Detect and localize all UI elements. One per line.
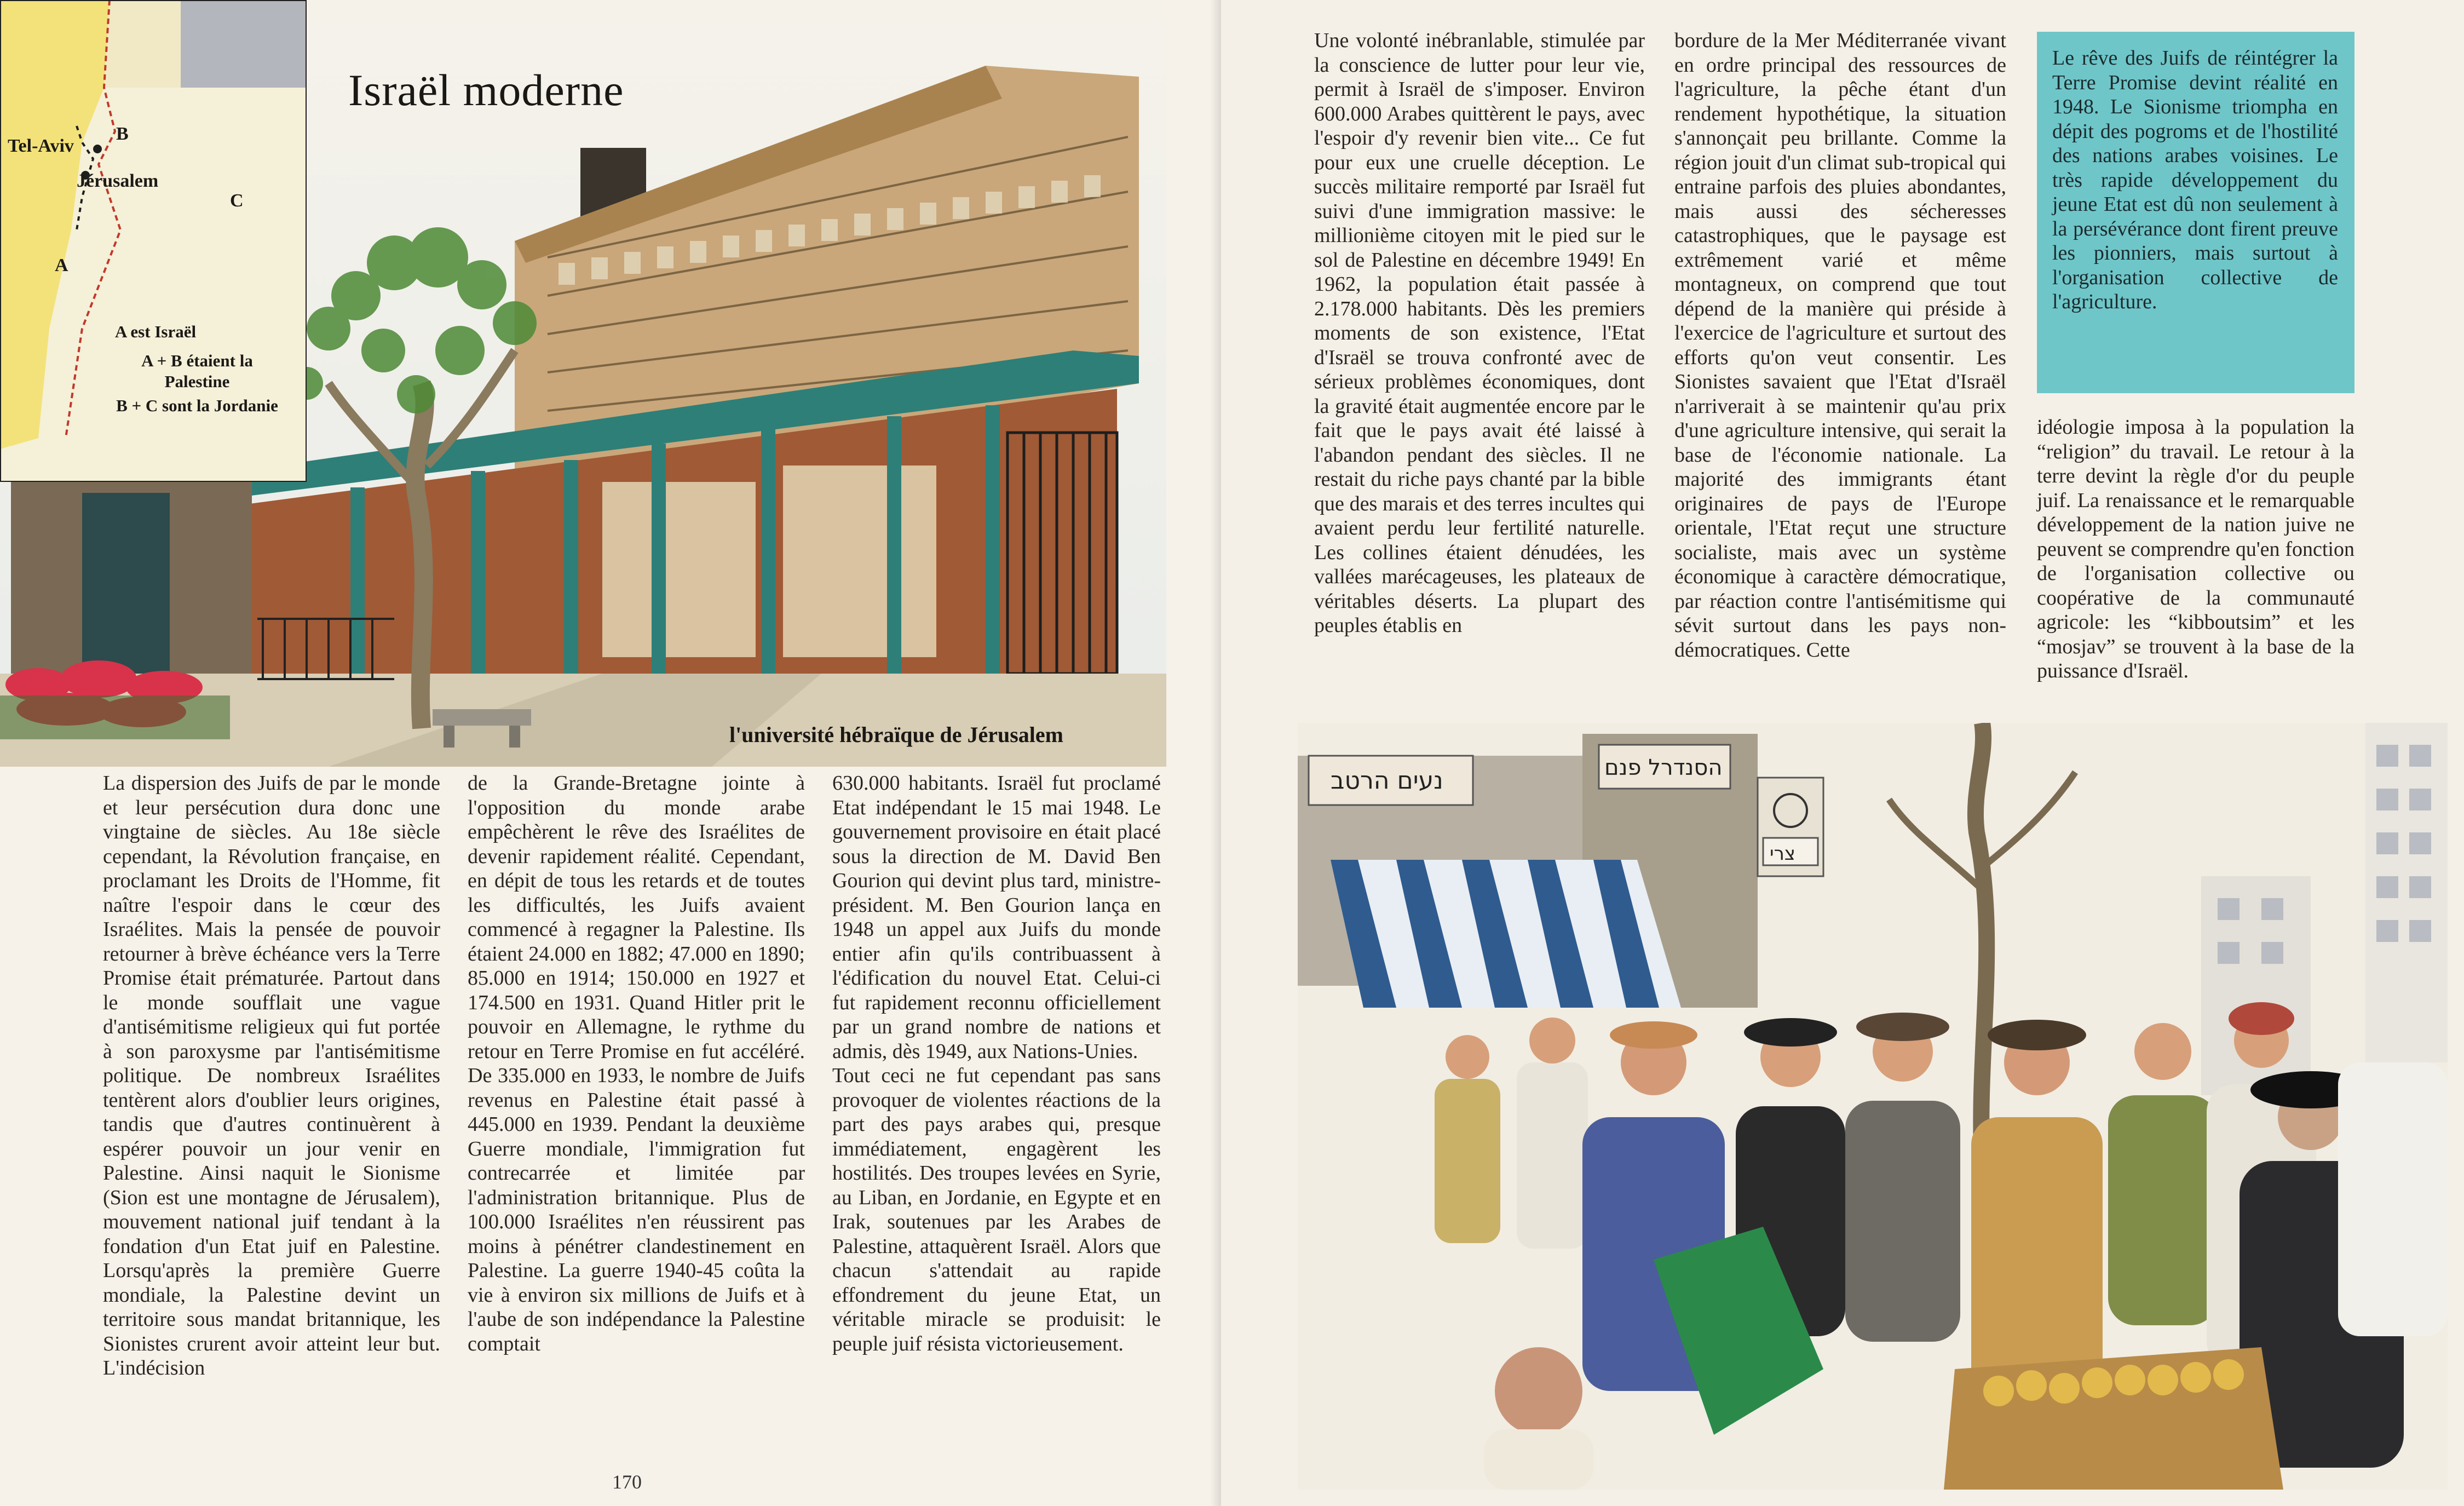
- right-column-1: [1314, 28, 1645, 638]
- map-zone-a: A: [55, 255, 68, 275]
- page-number: 170: [612, 1471, 642, 1493]
- map-zone-c: C: [230, 191, 244, 211]
- left-column-2: [468, 771, 805, 1356]
- paragraph: La dispersion des Juifs de par le monde et leur persécution dura donc une vingtaine de siècles. Au 18e siècle cependant, la Révolution française, en proclamant les Droits de l'Homme, fit naître l'espoir dans le cœur des Israélites. Mais la pensée de pouvoir retourner à brève échéance vers la Terre Promise était prématurée. Partout dans le monde soufflait une vague d'antisémitisme religieux qui fut portée à son paroxysme par l'antisémitisme politique. De nombreux Israélites tentèrent alors d'oublier leurs origines, tandis que d'autres continuèrent à espérer pouvoir un jour venir en Palestine. Ainsi naquit le Sionisme (Sion est une montagne de Jérusalem), mouvement national juif tendant à la fondation d'un Etat juif en Palestine. Lorsqu'après la première Guerre mondiale, la Palestine devint un territoire sous mandat britannique, les Sionistes crurent avoir atteint leur but. L'indécision: [103, 772, 440, 1379]
- left-column-3: [832, 771, 1161, 1356]
- map-city-jerusalem: Jérusalem: [77, 171, 159, 191]
- illustration-caption: l'université hébraïque de Jérusalem: [729, 722, 1063, 747]
- map-city-tel-aviv: Tel-Aviv: [8, 136, 74, 156]
- map-legend-3: B + C sont la Jordanie: [116, 396, 278, 415]
- map-legend-2: A + B étaient la Palestine: [141, 351, 253, 391]
- paragraph: Tout ceci ne fut cependant pas sans provoquer de violentes réactions de la part des pays arabes qui, presque immédiatement, engagèrent les hostilités. Des troupes levées en Syrie, au Liban, en Jordanie, en Egypte et en Irak, soutenues par les Arabes de Palestine, attaquèrent Israël. Alors que chacun s'attendait au rapide effondrement du jeune Etat, un véritable miracle se produisit: le peuple juif résista victorieusement.: [832, 1064, 1161, 1355]
- shop-sign-2: הסנדרל פנם: [1604, 755, 1723, 780]
- paragraph: Une volonté inébranlable, stimulée par la conscience de lutter pour leur vie, permit à Israël de s'imposer. Environ 600.000 Arabes quittèrent le pays, avec l'espoir d'y revenir bien vite... Ce fut pour eux une cruelle déception. Le succès militaire remporté par Israël fut suivi d'une immigration massive: le millionième citoyen mit le pied sur le sol de Palestine en décembre 1949! En 1962, la population était passée à 2.178.000 habitants. Dès les premiers moments de son existence, l'Etat d'Israël se trouva confronté avec de sérieux problèmes économiques, dont la gravité était augmentée encore par le fait que le pays avait été laissé à l'abandon pendant des siècles. Il ne restait du riche pays chanté par la bible que des marais et des terres incultes qui avaient perdu leur fertilité naturelle. Les collines étaient dénudées, les vallées marécageuses, les plateaux de véritables déserts. La plupart des peuples établis en: [1314, 29, 1645, 637]
- right-page: [1221, 0, 2464, 1506]
- market-illustration: [1298, 723, 2448, 1490]
- paragraph: idéologie imposa à la population la “religion” du travail. Le retour à la terre devint la règle d'or du peuple juif. La renaissance et le remarquable développement de la nation juive ne peuvent se comprendre qu'en fonction de l'organisation collective ou coopérative de la communauté agricole: les “kibboutsim” et les “mosjav” se trouvent à la base de la puissance d'Israël.: [2037, 416, 2354, 682]
- map-zone-b: B: [116, 124, 129, 144]
- paragraph: bordure de la Mer Méditerranée vivant en ordre principal des ressources de l'agriculture, la pêche étant d'un rendement hypothétique, la situation s'annonçait peu brillante. Comme la région jouit d'un climat sub-tropical qui entraine parfois des pluies abondantes, mais aussi des sécheresses catastrophiques, que le paysage est extrêmement varié et même montagneux, on comprend que tout dépend de la manière qui préside à l'exercice de l'agriculture et surtout des efforts qu'on veut consentir. Les Sionistes savaient que l'Etat d'Israël n'arriverait à se maintenir qu'au prix d'une agriculture intensive, qui serait la base de l'économie nationale. La majorité des immigrants étant originaires de pays de l'Europe orientale, l'Etat reçut une structure socialiste, mais avec un système économique à caractère démocratique, par réaction contre l'antisémitisme qui sévit surtout dans les pays non-démocratiques. Cette: [1674, 29, 2006, 662]
- right-column-2: [1674, 28, 2006, 662]
- shop-sign-3: צרי: [1770, 843, 1795, 865]
- left-column-1: [103, 771, 440, 1381]
- map-legend-1: A est Israël: [115, 322, 197, 341]
- paragraph: de la Grande-Bretagne jointe à l'opposition du monde arabe empêchèrent le rêve des Israélites de devenir rapidement réalité. Cependant, en dépit de tous les retards et de toutes les difficultés, les Juifs avaient commencé à regagner la Palestine. Ils étaient 24.000 en 1882; 47.000 en 1890; 85.000 en 1914; 150.000 en 1927 et 174.500 en 1931. Quand Hitler prit le pouvoir en Allemagne, le rythme du retour en Terre Promise en fut accéléré. De 335.000 en 1933, le nombre de Juifs revenus en Palestine était passé à 445.000 en 1939. Pendant la deuxième Guerre mondiale, l'immigration fut contrecarrée et limitée par l'administration britannique. Plus de 100.000 Israélites n'en réussirent pas moins à pénétrer clandestinement en Palestine. La guerre 1940-45 coûta la vie à environ six millions de Juifs et à l'aube de son indépendance la Palestine comptait: [468, 772, 805, 1355]
- summary-text: Le rêve des Juifs de réintégrer la Terre Promise devint réalité en 1948. Le Sionisme triompha en dépit des pogroms et de l'hostilité des nations arabes voisines. Le très rapide développement du jeune Etat est dû non seulement à la persévérance dont firent preuve les pionniers, mais surtout à l'organisation collective de l'agriculture.: [2052, 47, 2338, 313]
- shop-sign-1: נעים הרטב: [1331, 767, 1443, 795]
- right-column-3: [2037, 415, 2354, 683]
- paragraph: 630.000 habitants. Israël fut proclamé Etat indépendant le 15 mai 1948. Le gouvernement provisoire en était placé sous la direction de M. David Ben Gourion qui devint plus tard, ministre-président. M. Ben Gourion lança en 1948 un appel aux Juifs du monde entier afin qu'ils contribuassent à l'édification du nouvel Etat. Celui-ci fut rapidement reconnu officiellement par un grand nombre de nations et admis, dès 1949, aux Nations-Unies.: [832, 772, 1161, 1063]
- left-page: [0, 0, 1221, 1506]
- summary-box: [2037, 32, 2354, 393]
- article-title: Israël moderne: [348, 65, 624, 115]
